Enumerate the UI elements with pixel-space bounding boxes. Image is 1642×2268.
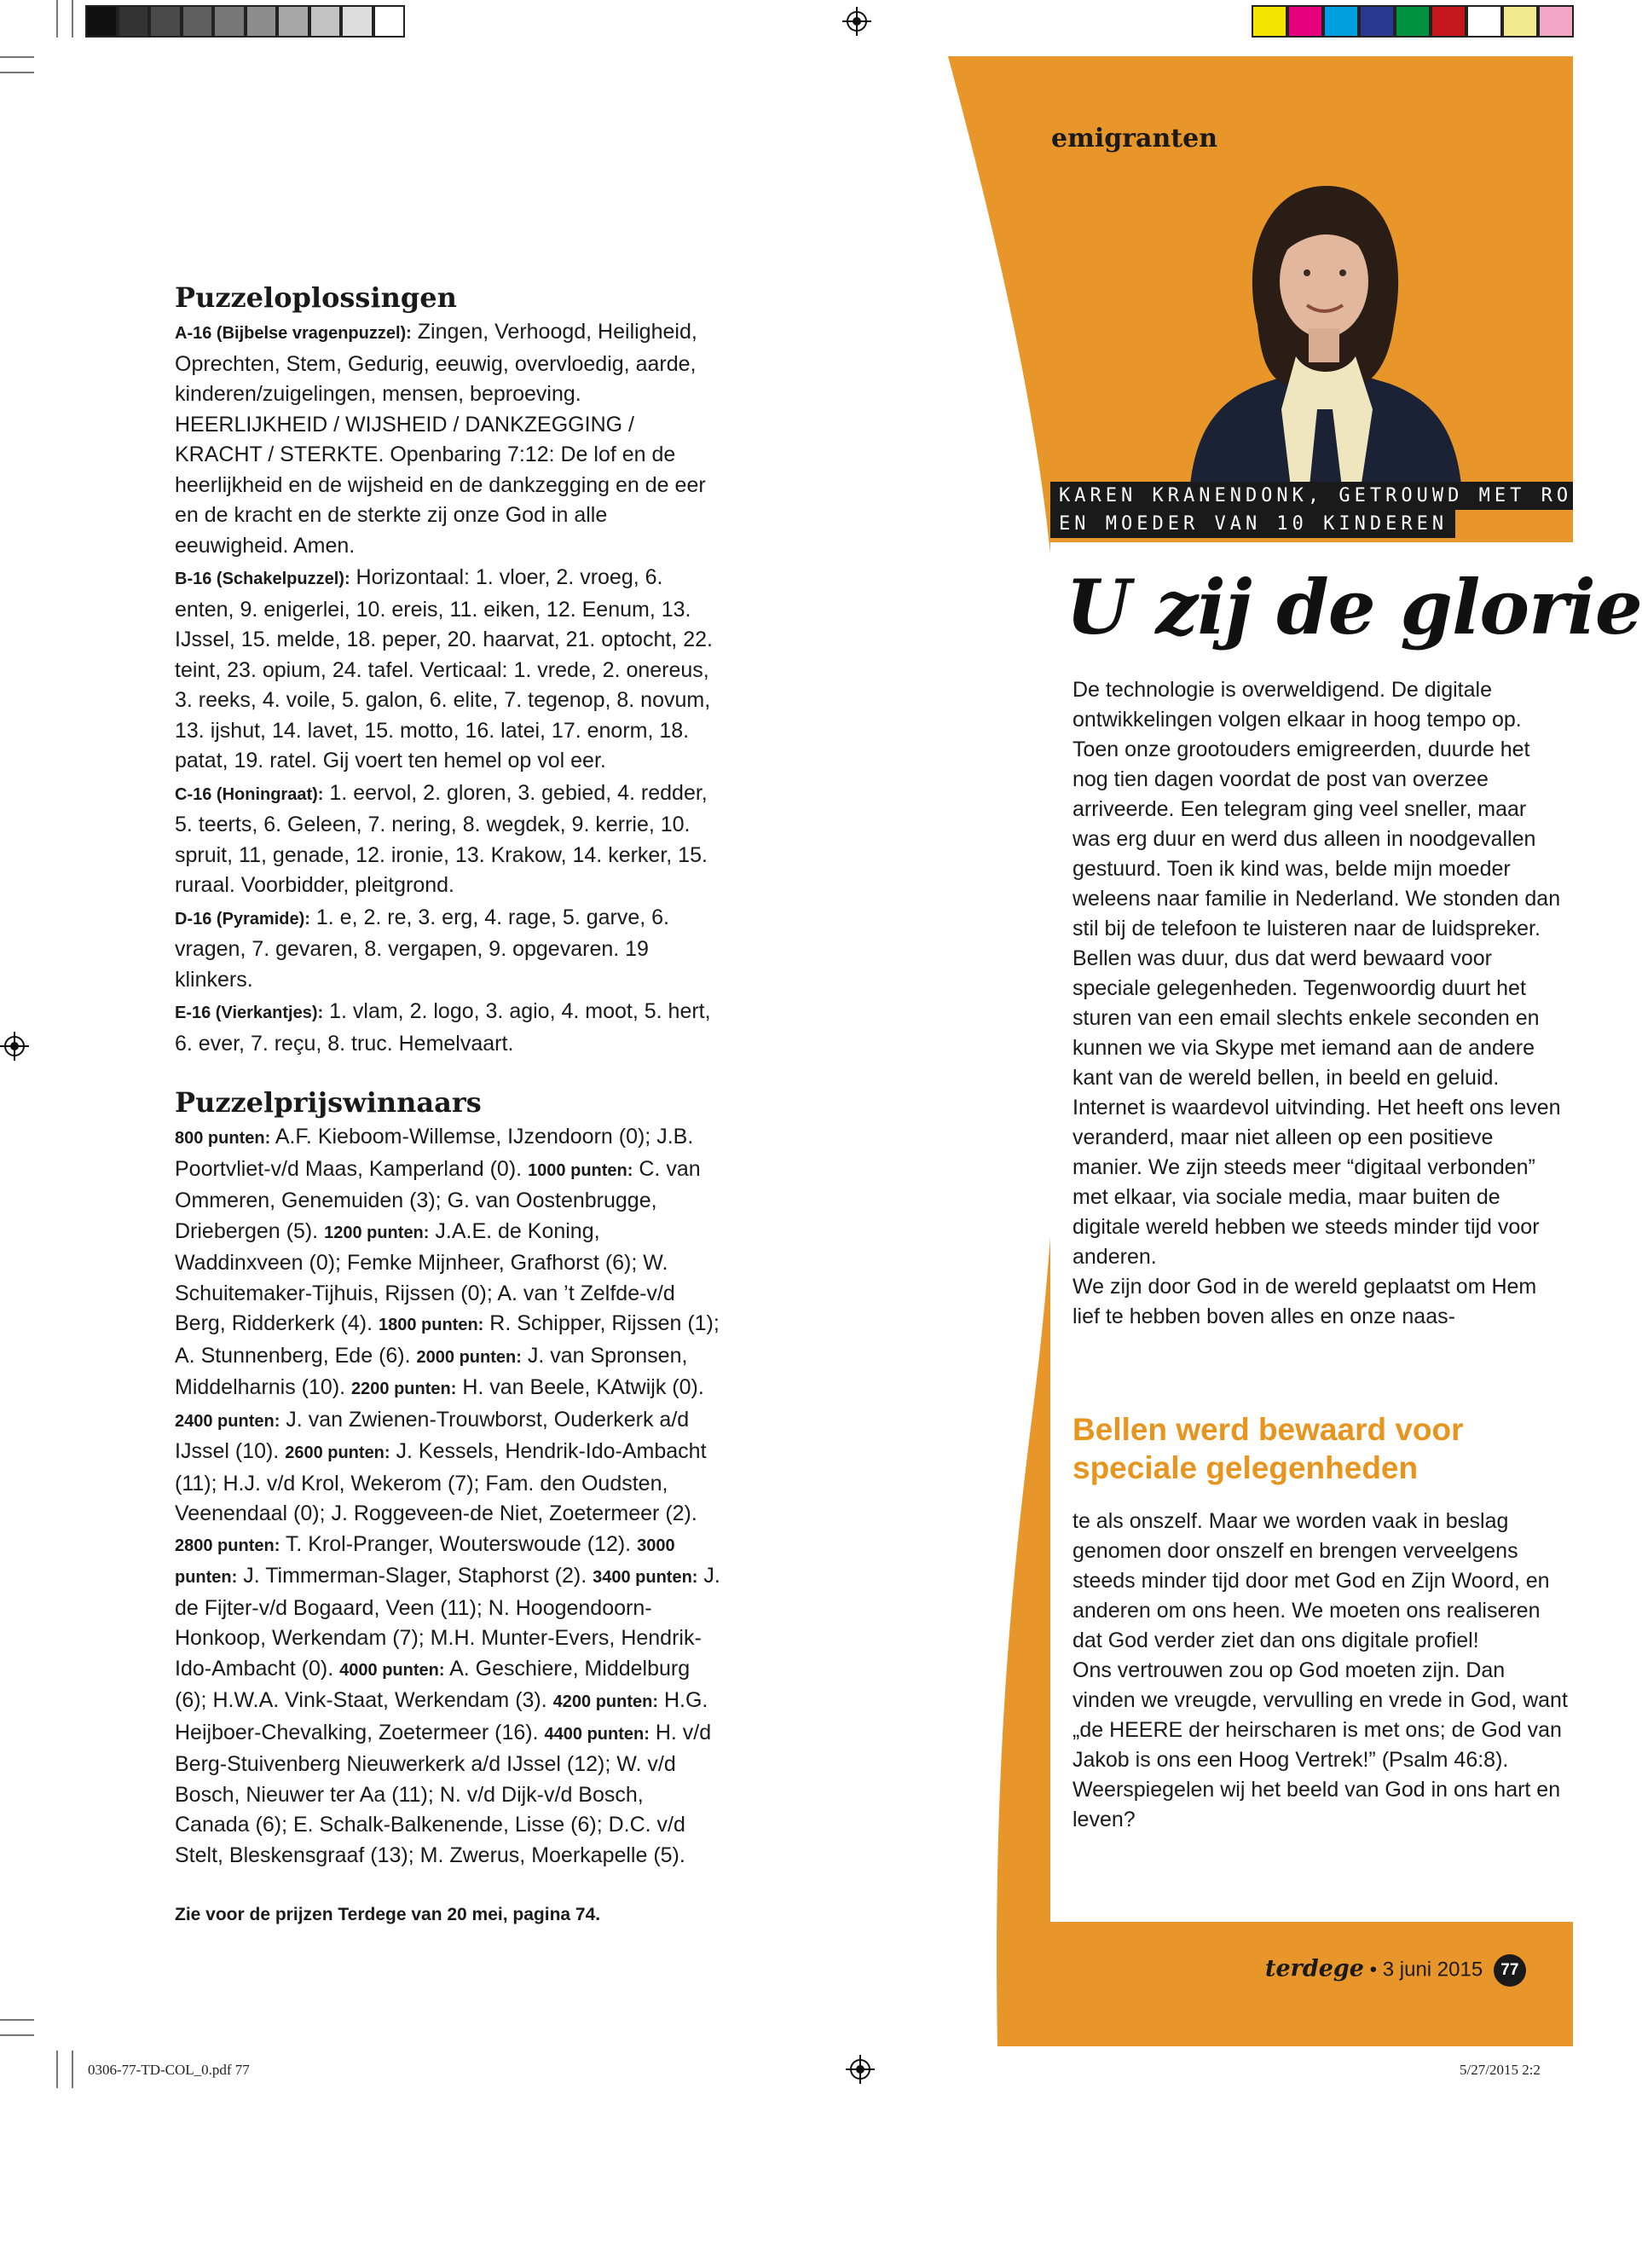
entry-label: 2000 punten: [416,1347,522,1367]
entry-text: J. Kessels, Hendrik-Ido-Ambacht (11); H.J. v/d Krol, Wekerom (7); Fam. den Oudsten, Veenendaal (0); J. Roggeveen-de Niet, Zoetermeer (2). [175,1439,707,1525]
issue-date: 3 juni 2015 [1382,1958,1483,1982]
entry-label: D-16 (Pyramide): [175,909,310,929]
crop-mark [56,2051,58,2088]
slug-left: 0306-77-TD-COL_0.pdf 77 [88,2062,250,2078]
puzzle-solutions-list [175,317,720,1059]
entry-label: 2400 punten: [175,1411,280,1431]
entry-text: Horizontaal: 1. vloer, 2. vroeg, 6. enten, 9. enigerlei, 10. ereis, 11. eiken, 12. Eenum, 13. IJssel, 15. melde, 18. peper, 20. haarvat, 21. optocht, 22. teint, 23. opium, 24. tafel. Verticaal: 1. vrede, 2. onereus, 3. reeks, 4. voile, 5. galon, 6. elite, 7. tegenop, 8. novum, 13. ijshut, 14. lavet, 15. motto, 16. latei, 17. enorm, 18. patat, 19. ratel. Gij voert ten hemel op vol eer. [175,565,713,772]
registration-mark-icon [842,7,871,36]
color-swatch [213,5,246,38]
entry-text: H. van Beele, KAtwijk (0). [456,1375,704,1399]
puzzle-solution [175,563,720,777]
entry-label: C-16 (Honingraat): [175,784,324,804]
color-swatch [1323,5,1359,38]
page-footer [1265,1954,1526,1987]
footer-bullet: • [1369,1958,1378,1982]
entry-label: 3000 punten: [175,1536,675,1587]
color-swatch [1252,5,1287,38]
entry-text: J. van Spronsen, Middelharnis (10). [175,1343,688,1399]
column-paragraph: Weerspiegelen wij het beeld van God in ons hart en leven? [1073,1778,1561,1831]
entry-text: J. de Fijter-v/d Bogaard, Veen (11); N. Hoogendoorn-Honkoop, Werkendam (7); M.H. Munter-Evers, Hendrik-Ido-Ambacht (0). [175,1564,720,1681]
color-swatch [246,5,278,38]
color-swatch [118,5,150,38]
crop-mark [72,0,73,38]
puzzle-solution [175,317,720,561]
entry-label: 1000 punten: [528,1160,633,1180]
registration-mark-icon [0,1032,29,1061]
registration-mark-icon [846,2055,875,2084]
puzzle-solution [175,997,720,1059]
column-paragraph: te als onszelf. Maar we worden vaak in beslag genomen door onszelf en brengen verveelgens steeds minder tijd door met God en Zijn Woord, en anderen om ons heen. We moeten ons realiseren dat God verder ziet dan ons digitale profiel! [1073,1509,1550,1652]
entry-label: 1200 punten: [324,1223,430,1242]
crop-mark [0,72,34,73]
entry-text: J.A.E. de Koning, Waddinxveen (0); Femke Mijnheer, Grafhorst (6); W. Schuitemaker-Tijhuis, Rijssen (0); A. van ’t Zelfde-v/d Berg, Ridderkerk (4). [175,1218,675,1335]
entry-label: 3400 punten: [593,1568,698,1587]
color-swatch [373,5,406,38]
entry-label: 2200 punten: [351,1380,457,1398]
puzzle-solution [175,778,720,901]
entry-text: A. Geschiere, Middelburg (6); H.W.A. Vink-Staat, Werkendam (3). [175,1656,691,1712]
author-photo [1181,153,1466,495]
entry-text: H. v/d Berg-Stuivenberg Nieuwerkerk a/d IJssel (12); W. v/d Bosch, Nieuwer ter Aa (11); N. v/d Dijk-v/d Bosch, Canada (6); E. Schalk-Balkenende, Lisse (6); D.C. v/d Stelt, Bleskensgraaf (13); M. Zwerus, Moerkapelle (5). [175,1720,712,1867]
winners-heading: Puzzelprijswinnaars [175,1086,482,1119]
winners-list [175,1122,720,1871]
crop-mark [56,0,58,38]
color-swatch [1287,5,1323,38]
color-swatch [1359,5,1395,38]
brand-logo: terdege [1265,1955,1364,1982]
entry-label: 4400 punten: [544,1724,650,1744]
entry-label: 4000 punten: [339,1660,445,1680]
entry-label: A-16 (Bijbelse vragenpuzzel): [175,324,412,343]
entry-label: 2600 punten: [285,1444,390,1462]
color-swatch [182,5,214,38]
column-paragraph: Ons vertrouwen zou op God moeten zijn. Dan vinden we vreugde, vervulling en vrede in God, want „de HEERE der heirscharen is met ons; de God van Jakob is ons een Hoog Vertrek!” (Psalm 46:8). [1073,1658,1568,1772]
color-swatch [309,5,342,38]
color-swatch [85,5,118,38]
entry-text: 1. vlam, 2. logo, 3. agio, 4. moot, 5. hert, 6. ever, 7. reçu, 8. truc. Hemelvaart. [175,999,711,1056]
entry-text: C. van Ommeren, Genemuiden (3); G. van Oostenbrugge, Driebergen (5). [175,1156,701,1243]
color-swatch [341,5,373,38]
color-swatch [149,5,182,38]
crop-mark [0,2034,34,2036]
column-title: U zij de glorie [1066,563,1642,651]
entry-label: B-16 (Schakelpuzzel): [175,570,350,588]
entry-text: T. Krol-Pranger, Wouterswoude (12). [280,1531,638,1556]
section-label: emigranten [1051,124,1218,153]
column-paragraph: Internet is waardevol uitvinding. Het heeft ons leven veranderd, maar niet alleen op een positieve manier. We zijn steeds meer “digitaal verbonden” met elkaar, via sociale media, maar buiten de digitale wereld hebben we steeds minder tijd voor anderen. [1073,1096,1561,1269]
pull-quote: Bellen werd bewaard voor speciale gelegenheden [1073,1412,1464,1485]
entry-label: 4200 punten: [552,1692,659,1711]
puzzle-solution [175,903,720,996]
color-swatch [1466,5,1502,38]
entry-text: 1. e, 2. re, 3. erg, 4. rage, 5. garve, 6. vragen, 7. gevaren, 8. vergapen, 9. opgevaren. 19 klinkers. [175,905,670,992]
color-swatch [1431,5,1466,38]
entry-label: 1800 punten: [378,1316,484,1334]
entry-text: 1. eervol, 2. gloren, 3. gebied, 4. redder, 5. teerts, 6. Geleen, 7. nering, 8. wegdek, 9. kerrie, 10. spruit, 11, genade, 12. ironie, 13. Krakow, 14. kerker, 15. ruraal. Voorbidder, pleitgrond. [175,780,708,897]
slug-right: 5/27/2015 2:2 [1460,2062,1541,2078]
entry-text: J. van Zwienen-Trouwborst, Ouderkerk a/d IJssel (10). [175,1407,690,1463]
entry-text: A.F. Kieboom-Willemse, IJzendoorn (0); J.B. Poortvliet-v/d Maas, Kamperland (0). [175,1125,694,1181]
entry-text: J. Timmerman-Slager, Staphorst (2). [237,1564,593,1588]
color-swatch [277,5,309,38]
column-paragraph: De technologie is overweldigend. De digitale ontwikkelingen volgen elkaar in hoog tempo op. Toen onze grootouders emigreerden, duurde het nog tien dagen voordat de post van overzee arriveerde. Een telegram ging veel sneller, maar was erg duur en werd dus alleen in noodgevallen gestuurd. Toen ik kind was, belde mijn moeder weleens naar familie in Nederland. We stonden dan stil bij de telefoon te luisteren naar de luidspreker. Bellen was duur, dus dat werd bewaard voor speciale gelegenheden. Tegenwoordig duurt het sturen van een email slechts enkele seconden en kunnen we via Skype met iemand aan de andere kant van de wereld bellen, in beeld en geluid. [1073,678,1561,1090]
author-caption-line-2: EN MOEDER VAN 10 KINDEREN [1050,510,1455,538]
entry-label: E-16 (Vierkantjes): [175,1004,324,1022]
puzzle-solutions-heading: Puzzeloplossingen [175,281,457,314]
entry-text: Zingen, Verhoogd, Heiligheid, Oprechten, Stem, Gedurig, eeuwig, overvloedig, aarde, kinderen/zuigelingen, mensen, beproeving. HEERLIJKHEID / WIJSHEID / DANKZEGGING / KRACHT / STERKTE. Openbaring 7:12: De lof en de heerlijkheid en de wijsheid en de dankzegging en de eer en de kracht en de sterkte zij onze God in alle eeuwigheid. Amen. [175,320,706,558]
entry-text: H.G. Heijboer-Chevalking, Zoetermeer (16). [175,1688,708,1744]
entry-label: 2800 punten: [175,1536,280,1555]
crop-mark [0,2019,34,2021]
column-body-top [1073,675,1569,1332]
page-number: 77 [1494,1954,1526,1987]
crop-mark [0,56,34,58]
column-paragraph: We zijn door God in de wereld geplaatst om Hem lief te hebben boven alles en onze naas- [1073,1275,1537,1328]
crop-mark [72,2051,73,2088]
color-swatch [1538,5,1574,38]
color-swatch [1395,5,1431,38]
prizes-footnote: Zie voor de prijzen Terdege van 20 mei, pagina 74. [175,1905,601,1924]
entry-label: 800 punten: [175,1129,271,1148]
column-body-bottom [1073,1507,1569,1835]
left-column [175,281,720,1925]
color-swatch [1502,5,1538,38]
author-caption-line-1: KAREN KRANENDONK, GETROUWD MET RO [1050,482,1573,510]
entry-text: R. Schipper, Rijssen (1); A. Stunnenberg, Ede (6). [175,1311,720,1368]
